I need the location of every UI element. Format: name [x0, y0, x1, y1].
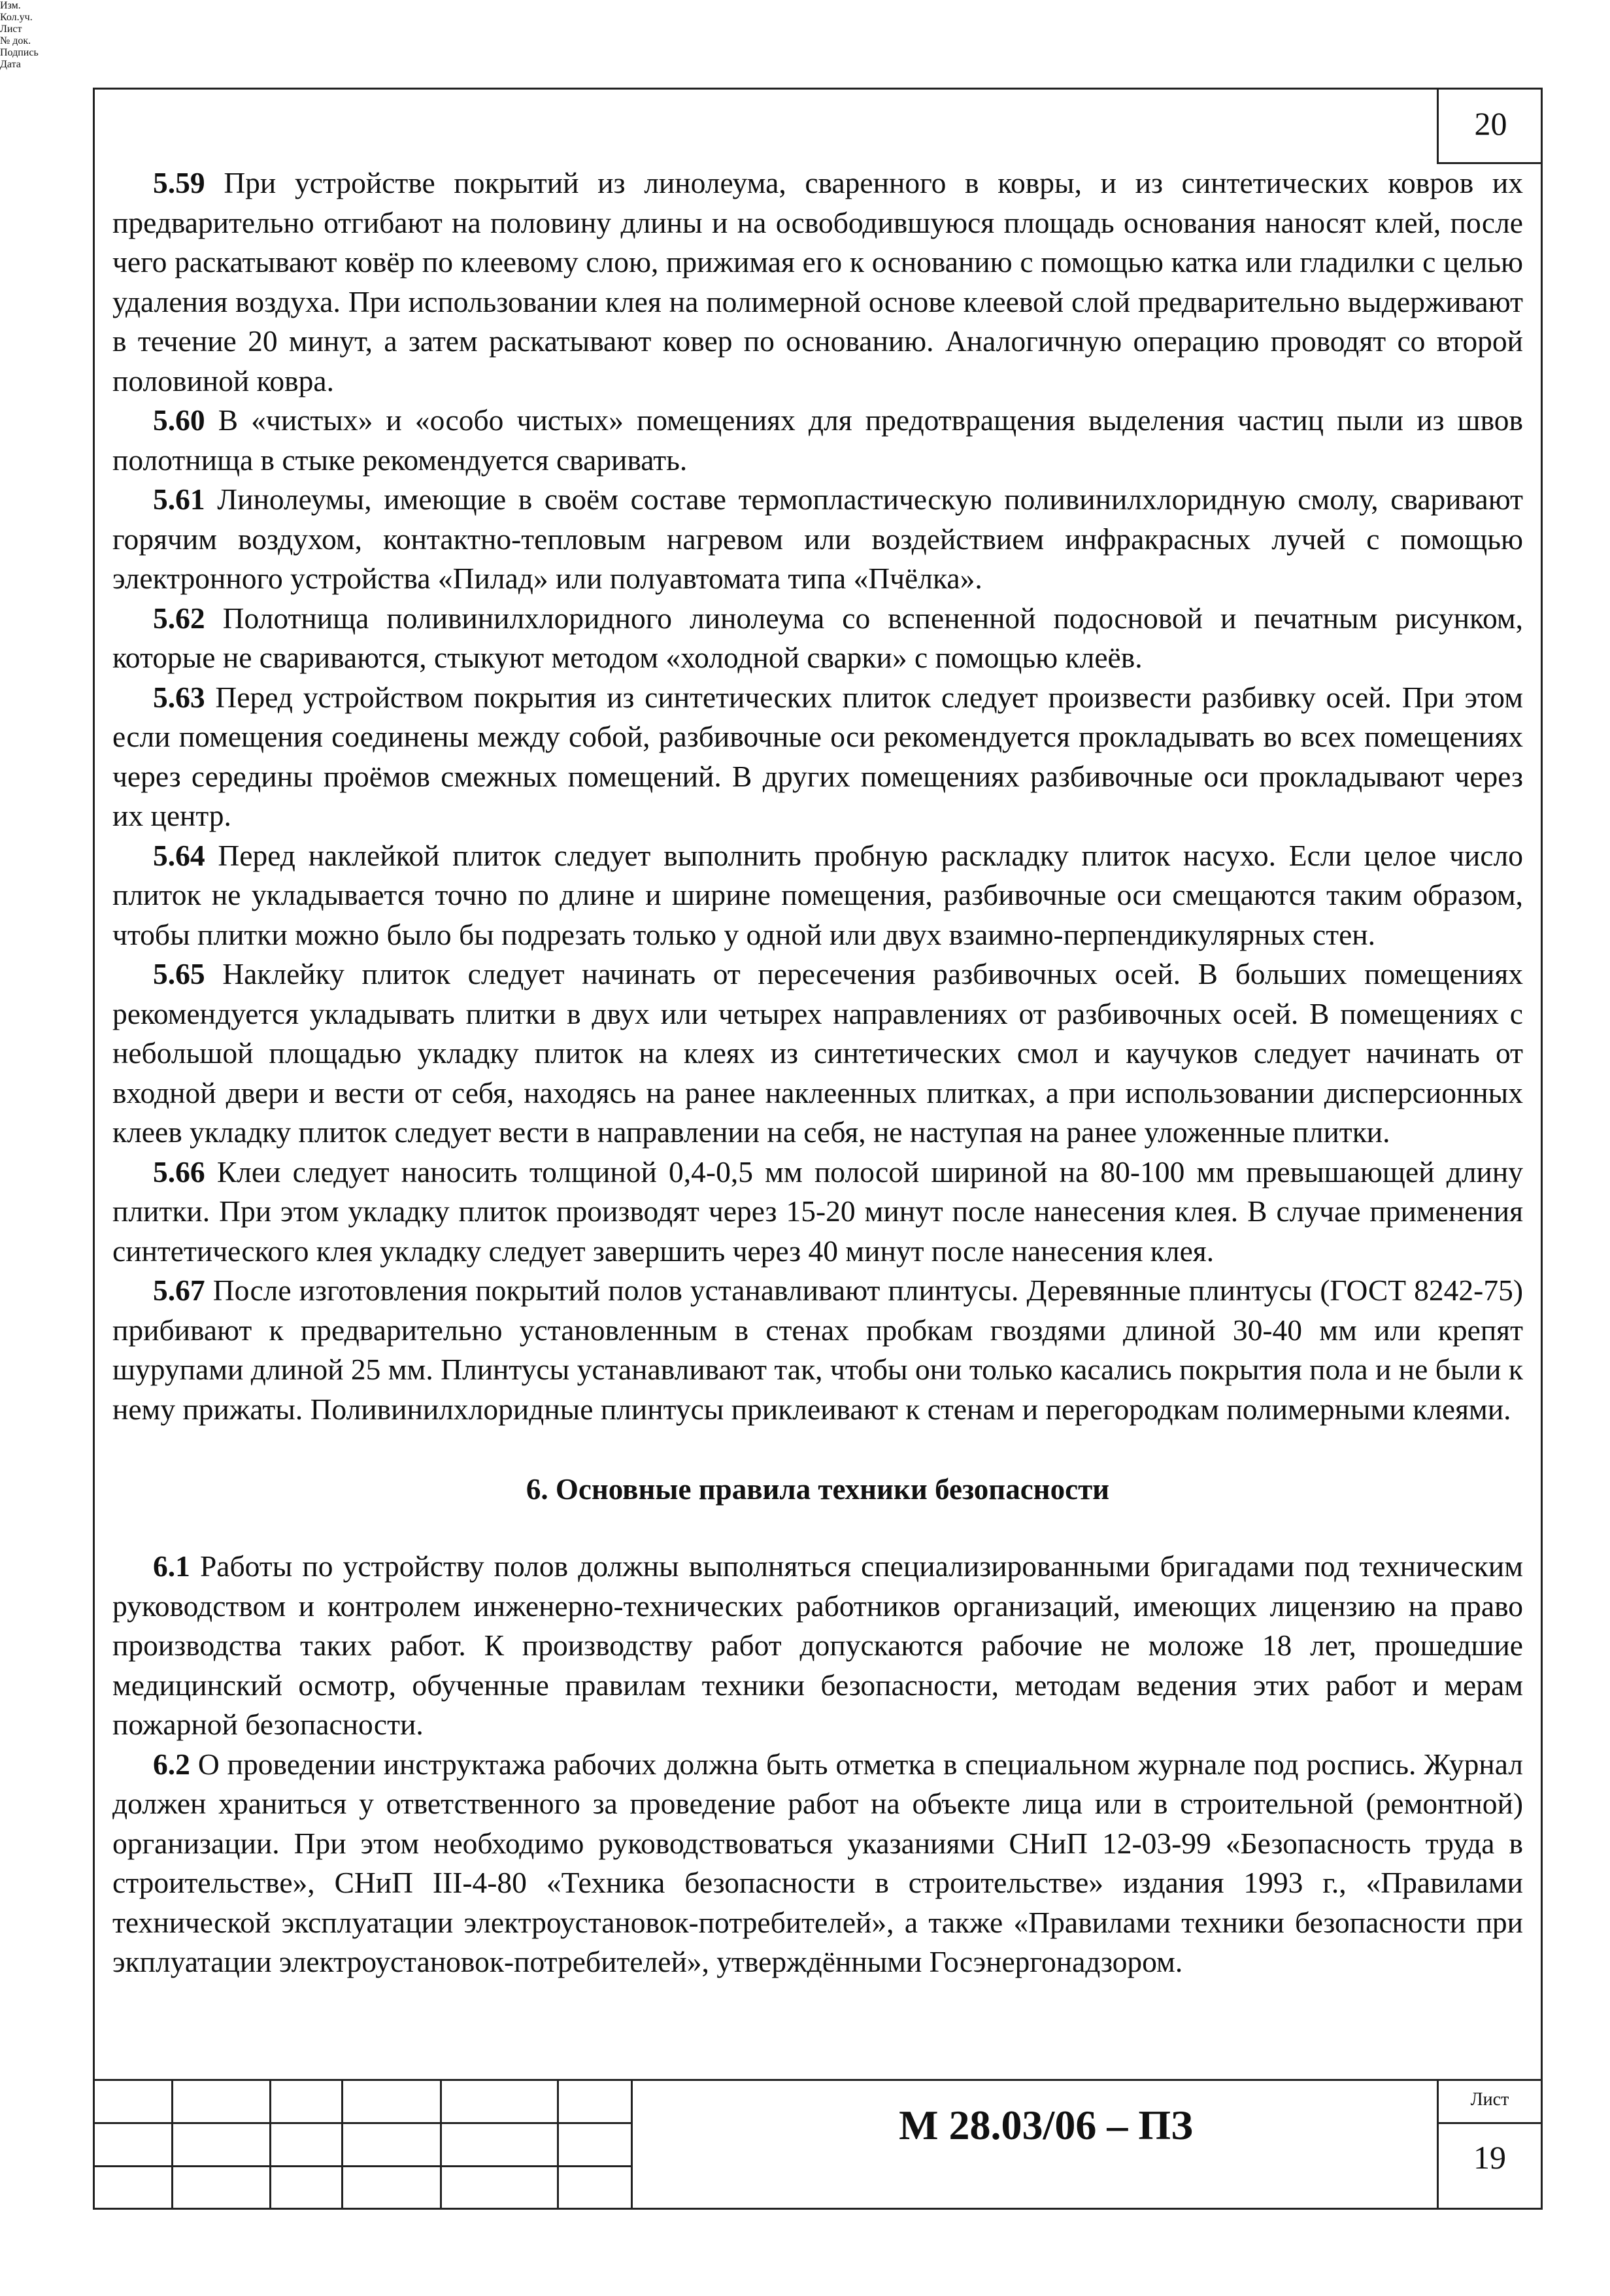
- page-number-box: [1437, 88, 1543, 164]
- paragraphs-top: [112, 163, 1523, 1429]
- clause-number: 5.59: [153, 166, 205, 199]
- sheet-label: Лист: [1470, 2089, 1509, 2110]
- clause-number: 6.2: [153, 1747, 190, 1781]
- page-number: 20: [1474, 105, 1507, 142]
- clause-text: Линолеумы, имеющие в своём составе термопластическую поливинилхлоридную смолу, сваривают горячим воздухом, контактно-тепловым нагревом или воздействием инфракрасных лучей с помощью электронного устройства «Пилад» или полуавтомата типа «Пчёлка».: [112, 482, 1523, 595]
- sheet-number: 19: [1473, 2139, 1506, 2176]
- stamp-col-list: Лист: [0, 24, 22, 35]
- stamp-col-signature: Подпись: [0, 47, 39, 58]
- stamp-col-doc: № док.: [0, 35, 31, 46]
- paragraph: [112, 678, 1523, 836]
- clause-text: О проведении инструктажа рабочих должна быть отметка в специальном журнале под роспись. Журнал должен храниться у ответственного за проведение работ на объекте лица или в строительной (ремонтной) организации. При этом необходимо руководствоваться указаниями СНиП 12-03-99 «Безопасность труда в строительстве», СНиП III-4-80 «Техника безопасности в строительстве» издания 1993 г., «Правилами технической эксплуатации электроустановок-потребителей», а также «Правилами техники безопасности при экплуатации электроустановок-потребителей», утверждёнными Госэнергонадзором.: [112, 1747, 1523, 1978]
- clause-number: 6.1: [153, 1549, 190, 1583]
- document-body: [112, 163, 1523, 1982]
- clause-number: 5.66: [153, 1155, 205, 1189]
- paragraph: [112, 1271, 1523, 1429]
- stamp-col-izm: Изм.: [0, 0, 21, 11]
- clause-text: После изготовления покрытий полов устанавливают плинтусы. Деревянные плинтусы (ГОСТ 8242-75) прибивают к предварительно установленным в стенах пробкам гвоздями длиной 30-40 мм или крепят шурупами длиной 25 мм. Плинтусы устанавливают так, чтобы они только касались покрытия пола и не были к нему прижаты. Поливинилхлоридные плинтусы приклеивают к стенам и перегородкам полимерными клеями.: [112, 1274, 1523, 1426]
- clause-text: Работы по устройству полов должны выполняться специализированными бригадами под техническим руководством и контролем инженерно-технических работников организаций, имеющих лицензию на право производства таких работ. К производству работ допускаются рабочие не моложе 18 лет, прошедшие медицинский осмотр, обученные правилам техники безопасности, методам ведения этих работ и мерам пожарной безопасности.: [112, 1549, 1523, 1741]
- stamp-col-kol-uch: Кол.уч.: [0, 12, 33, 23]
- clause-text: В «чистых» и «особо чистых» помещениях для предотвращения выделения частиц пыли из швов полотнища в стыке рекомендуется сваривать.: [112, 403, 1523, 477]
- paragraph: [112, 836, 1523, 955]
- clause-text: Наклейку плиток следует начинать от пересечения разбивочных осей. В больших помещениях рекомендуется укладывать плитки в двух или четырех направлениях от разбивочных осей. В помещениях с небольшой площадью укладку плиток на клеях из синтетических смол и каучуков следует начинать от входной двери и вести от себя, находясь на ранее наклеенных плитках, а при использовании дисперсионных клеев укладку плиток следует вести в направлении на себя, не наступая на ранее уложенные плитки.: [112, 957, 1523, 1149]
- paragraph: [112, 954, 1523, 1153]
- clause-number: 5.64: [153, 838, 205, 872]
- paragraph: [112, 401, 1523, 480]
- section-title: 6. Основные правила техники безопасности: [526, 1473, 1110, 1506]
- clause-number: 5.63: [153, 680, 205, 714]
- clause-number: 5.62: [153, 601, 205, 635]
- paragraph: [112, 480, 1523, 599]
- paragraphs-bottom: [112, 1547, 1523, 1982]
- paragraph: [112, 1745, 1523, 1982]
- clause-text: При устройстве покрытий из линолеума, сваренного в ковры, и из синтетических ковров их предварительно отгибают на половину длины и на освободившуюся площадь основания наносят клей, после чего раскатывают ковёр по клеевому слою, прижимая его к основанию с помощью катка или гладилки с целью удаления воздуха. При использовании клея на полимерной основе клеевой слой предварительно выдерживают в течение 20 минут, а затем раскатывают ковер по основанию. Аналогичную операцию проводят со второй половиной ковра.: [112, 166, 1523, 397]
- paragraph: [112, 599, 1523, 678]
- paragraph: [112, 163, 1523, 401]
- stamp-col-date: Дата: [0, 59, 21, 70]
- clause-number: 5.60: [153, 403, 205, 437]
- clause-number: 5.65: [153, 957, 205, 990]
- paragraph: [112, 1547, 1523, 1745]
- clause-text: Перед наклейкой плиток следует выполнить пробную раскладку плиток насухо. Если целое число плиток не укладывается точно по длине и ширине помещения, разбивочные оси смещаются таким образом, чтобы плитки можно было бы подрезать только у одной или двух взаимно-перпендикулярных стен.: [112, 838, 1523, 951]
- clause-number: 5.61: [153, 482, 205, 516]
- clause-text: Полотнища поливинилхлоридного линолеума со вспененной подосновой и печатным рисунком, которые не свариваются, стыкуют методом «холодной сварки» с помощью клеёв.: [112, 601, 1523, 674]
- clause-text: Клеи следует наносить толщиной 0,4-0,5 мм полосой шириной на 80-100 мм превышающей длину плитки. При этом укладку плиток производят через 15-20 минут после нанесения клея. В случае применения синтетического клея укладку следует завершить через 40 минут после нанесения клея.: [112, 1155, 1523, 1268]
- clause-number: 5.67: [153, 1274, 205, 1307]
- document-code: М 28.03/06 – ПЗ: [899, 2102, 1193, 2148]
- clause-text: Перед устройством покрытия из синтетических плиток следует произвести разбивку осей. При этом если помещения соединены между собой, разбивочные оси рекомендуется прокладывать во всех помещениях через середины проёмов смежных помещений. В других помещениях разбивочные оси прокладывают через их центр.: [112, 680, 1523, 832]
- paragraph: [112, 1153, 1523, 1272]
